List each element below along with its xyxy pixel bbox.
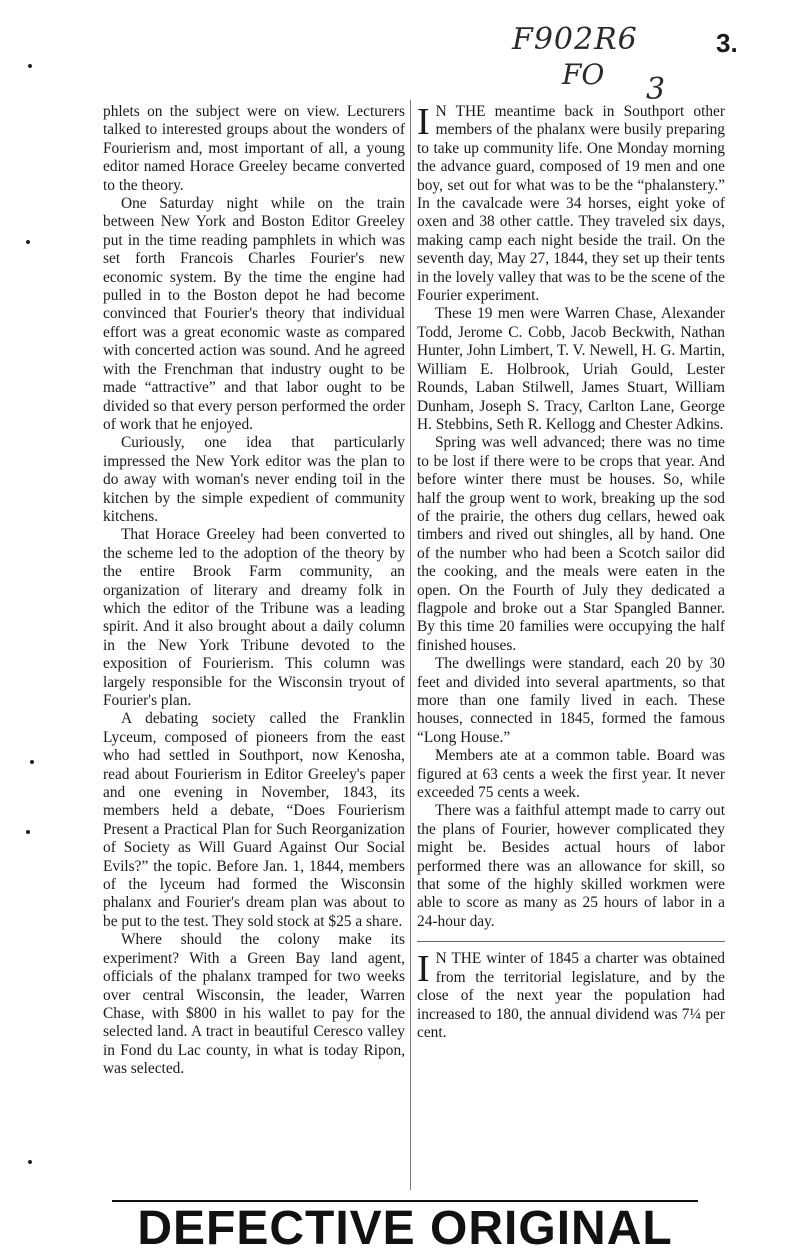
section-divider [417,941,725,1042]
right-paragraph: Members ate at a common table. Board was figured at 63 cents a week the first year. It never exceeded 75 cents a week. [417,747,725,802]
right-paragraph: Spring was well advanced; there was no time to be lost if there were to be crops that year. And before winter there must be houses. So, while half the group went to work, breaking up the sod of the prairie, the others dug cellars, hewed oak timbers and rived out shingles, all by hand. One of the number who had been a Scotch sailor did the cooking, and the meals were eaten in the open. On the Fourth of July they dedicated a flagpole and broke out a Star Spangled Banner. By this time 20 families were occupying the half finished houses. [417,434,725,654]
right-column [417,103,725,1042]
handwritten-subcode: FO [562,58,605,91]
column-divider [410,100,411,1190]
drop-cap: I [417,101,430,143]
section-lead-paragraph [417,950,725,1042]
left-paragraph: phlets on the subject were on view. Lecturers talked to interested groups about the wonders of Fourierism and, most important of all, a young editor named Horace Greeley became converted to the theory. [103,103,405,194]
handwritten-page-mark: 3 [646,72,666,107]
margin-dot [30,760,34,764]
drop-cap: I [417,948,430,991]
margin-dot [28,1160,32,1164]
margin-dot [26,830,30,834]
left-paragraph: Where should the colony make its experiment? With a Green Bay land agent, officials of the phalanx tramped for two weeks over central Wisconsin, the leader, Warren Chase, with $800 in his wallet to pay for the selected land. A tract in beautiful Ceresco valley in Fond du Lac county, in what is today Ripon, was selected. [103,931,405,1078]
page-number: 3. [716,28,738,58]
right-paragraph: These 19 men were Warren Chase, Alexander Todd, Jerome C. Cobb, Jacob Beckwith, Nathan Hunter, John Limbert, T. V. Newell, H. G. Martin, William E. Holbrook, Uriah Gould, Lester Rounds, Laban Stilwell, James Stuart, William Dunham, Joseph S. Tracy, Carlton Lane, George H. Stebbins, Seth R. Kellogg and Chester Adkins. [417,305,725,433]
right-paragraph: There was a faithful attempt made to carry out the plans of Fourier, however complicated they might be. Besides actual hours of labor performed there was an allowance for skill, so that some of the highly skilled workmen were able to score as many as 25 hours of labor in a 24-hour day. [417,802,725,930]
left-paragraph: Curiously, one idea that particularly impressed the New York editor was the plan to do away with woman's never ending toil in the kitchen by the simple expedient of community kitchens. [103,434,405,525]
left-paragraph: One Saturday night while on the train between New York and Boston Editor Greeley put in the time reading pamphlets in which was set forth Francois Charles Fourier's new economic system. By the time the engine had pulled in to the Boston depot he had become convinced that Fourier's theory that individual effort was a great economic waste as compared with concerted action was sound. And he agreed with the Frenchman that industry ought to be made “attractive” and that labor ought to be divided so that every person performed the order of work that he enjoyed. [103,195,405,433]
margin-dot [26,240,30,244]
handwritten-code: F902R6 [512,22,638,57]
section-lead-paragraph [417,103,725,305]
right-paragraph: The dwellings were standard, each 20 by 30 feet and divided into several apartments, so that more than one family lived in each. These houses, connected in 1845, formed the famous “Long House.” [417,655,725,746]
lead-text: N THE meantime back in Southport other members of the phalanx were busily preparing to take up community life. One Monday morning the advance guard, composed of 19 men and one boy, set out for what was to be the “phalanstery.” In the cavalcade were 34 horses, eight yoke of oxen and 38 other cattle. They traveled six days, making camp each night beside the trail. On the seventh day, May 27, 1844, they set up their tents in the lovely valley that was to be the scene of the Fourier experiment. [417,103,725,305]
left-column [103,103,405,1079]
left-paragraph: That Horace Greeley had been converted to the scheme led to the adoption of the theory by the entire Brook Farm community, an organization of literary and dreamy folk in which the editor of the Tribune was a leading spirit. And it also brought about a daily column in the New York Tribune devoted to the exposition of Fourierism. This column was largely responsible for the Wisconsin tryout of Fourier's plan. [103,526,405,709]
margin-dot [28,64,32,68]
defective-original-stamp: DEFECTIVE ORIGINAL [112,1200,698,1256]
lead-text: N THE winter of 1845 a charter was obtained from the territorial legislature, and by the close of the next year the population had increased to 180, the annual dividend was 7¼ per cent. [417,950,725,1041]
left-paragraph: A debating society called the Franklin Lyceum, composed of pioneers from the east who had settled in Southport, now Kenosha, read about Fourierism in Editor Greeley's paper and one evening in November, 1843, its members held a debate, “Does Fourierism Present a Practical Plan for Such Reorganization of Society as Will Guard Against Our Social Evils?” the topic. Before Jan. 1, 1844, members of the lyceum had formed the Wisconsin phalanx and Fourier's dream plan was about to be put to the test. They sold stock at $25 a share. [103,710,405,930]
